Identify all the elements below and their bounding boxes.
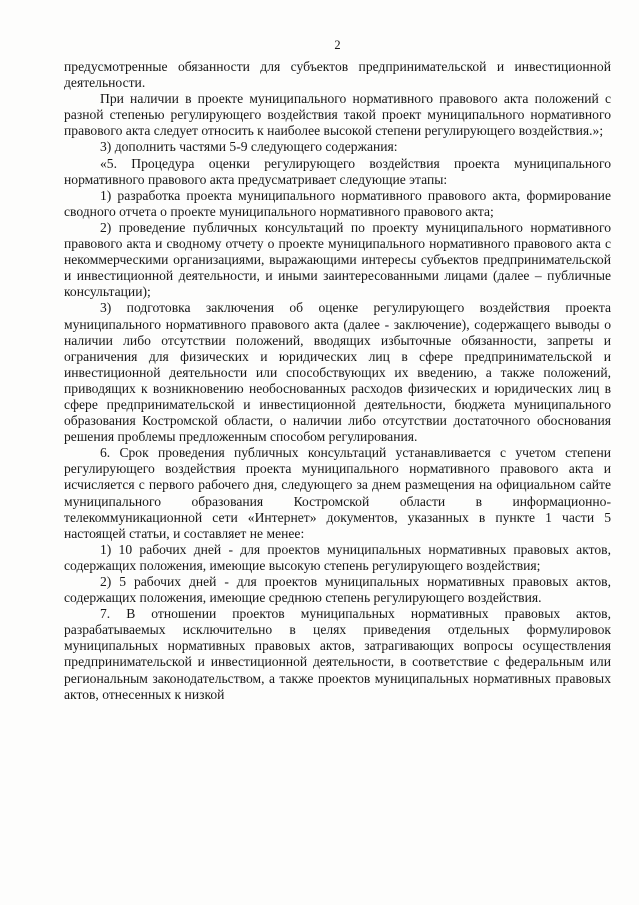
paragraph: 3) подготовка заключения об оценке регулирующего воздействия проекта муниципального нормативного правового акта (далее - заключение), содержащего выводы о наличии либо отсутствии положений, вводящих избыточные обязанности, запреты и ограничения для физических и юридических лиц в сфере предпринимательской и инвестиционной деятельности или способствующих их введению, а также положений, приводящих к возникновению необоснованных расходов физических и юридических лиц в сфере предпринимательской и инвестиционной деятельности, бюджета муниципального образования Костромской области, о наличии либо отсутствии достаточного обоснования решения проблемы предложенным способом регулирования. [64, 300, 611, 445]
paragraph: 2) проведение публичных консультаций по проекту муниципального нормативного правового акта и сводному отчету о проекте муниципального нормативного правового акта с некоммерческими организациями, выражающими интересы субъектов предпринимательской и инвестиционной деятельности, и иными заинтересованными лицами (далее – публичные консультации); [64, 219, 611, 300]
paragraph: 2) 5 рабочих дней - для проектов муниципальных нормативных правовых актов, содержащих положения, имеющие среднюю степень регулирующего воздействия. [64, 574, 611, 606]
paragraph: 7. В отношении проектов муниципальных нормативных правовых актов, разрабатываемых исключительно в целях приведения отдельных формулировок муниципальных нормативных правовых актов, затрагивающих вопросы осуществления предпринимательской и инвестиционной деятельности, в соответствие с федеральным или региональным законодательством, а также проектов муниципальных нормативных правовых актов, отнесенных к низкой [64, 606, 611, 702]
paragraph: «5. Процедура оценки регулирующего воздействия проекта муниципального нормативного правового акта предусматривает следующие этапы: [64, 155, 611, 187]
paragraph: предусмотренные обязанности для субъектов предпринимательской и инвестиционной деятельности. [64, 59, 611, 91]
paragraph: 1) разработка проекта муниципального нормативного правового акта, формирование сводного отчета о проекте муниципального нормативного правового акта; [64, 187, 611, 219]
paragraph: При наличии в проекте муниципального нормативного правового акта положений с разной степенью регулирующего воздействия такой проект муниципального нормативного правового акта следует относить к наиболее высокой степени регулирующего воздействия.»; [64, 91, 611, 139]
page-number: 2 [334, 38, 341, 52]
paragraph: 3) дополнить частями 5-9 следующего содержания: [100, 139, 398, 155]
paragraph: 6. Срок проведения публичных консультаций устанавливается с учетом степени регулирующего воздействия проекта муниципального нормативного правового акта и исчисляется с первого рабочего дня, следующего за днем размещения на официальном сайте муниципального образования Костромской области в информационно-телекоммуникационной сети «Интернет» документов, указанных в пункте 1 части 5 настоящей статьи, и составляет не менее: [64, 445, 611, 541]
paragraph: 1) 10 рабочих дней - для проектов муниципальных нормативных правовых актов, содержащих положения, имеющие высокую степень регулирующего воздействия; [64, 541, 611, 573]
document-body [64, 59, 611, 703]
